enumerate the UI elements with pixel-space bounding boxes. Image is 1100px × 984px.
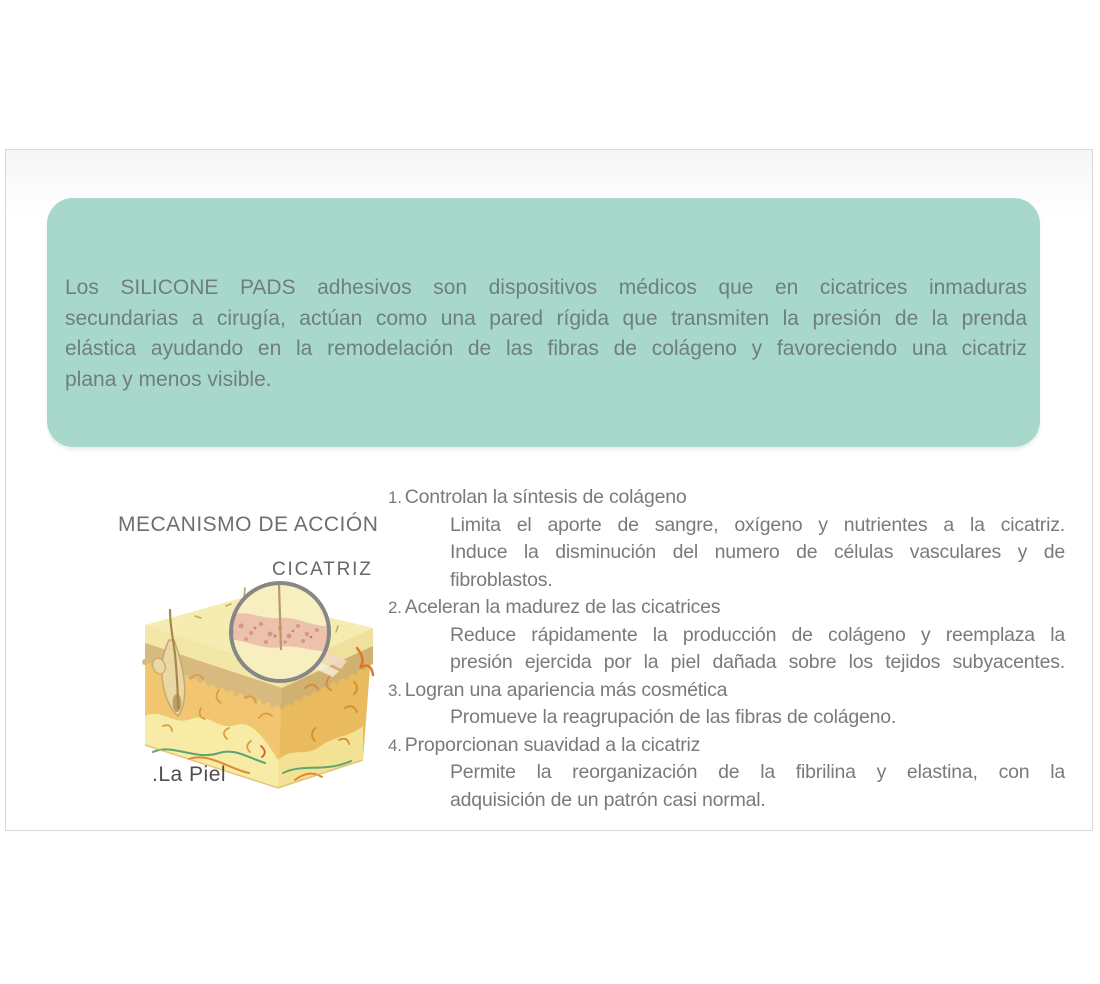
item-detail-line: presión ejercida por la piel dañada sobre los tejidos subyacentes.	[450, 651, 1065, 673]
intro-line: elástica ayudando en la remodelación de las fibras de colágeno y favoreciendo una cicatriz	[65, 337, 1027, 360]
item-detail-line: Reduce rápidamente la producción de colágeno y reemplaza la	[450, 623, 1065, 646]
item-detail-line: Permite la reorganización de la fibrilina y elastina, con la	[450, 761, 1065, 783]
section-title: MECANISMO DE ACCIÓN	[118, 513, 379, 536]
item-heading-text: Proporcionan suavidad a la cicatriz	[404, 733, 701, 756]
item-number: 1.	[388, 488, 402, 507]
item-detail-line: Induce la disminución del numero de células vasculares y de	[450, 541, 1065, 563]
item-detail	[388, 704, 1065, 732]
item-number: 3.	[388, 680, 402, 700]
item-heading	[388, 677, 1065, 705]
item-heading-text: Controlan la síntesis de colágeno	[404, 486, 687, 508]
item-heading	[388, 732, 1065, 760]
item-heading	[388, 594, 1065, 622]
item-heading	[388, 484, 1065, 512]
list-item	[388, 732, 1065, 815]
intro-line: secundarias a cirugía, actúan como una pared rígida que transmiten la presión de la prenda	[65, 306, 1027, 330]
intro-line: plana y menos visible.	[65, 367, 272, 391]
item-detail-line: fibroblastos.	[450, 568, 553, 591]
cicatriz-label: CICATRIZ	[272, 559, 373, 580]
item-detail	[388, 759, 1065, 814]
magnifier-circle	[227, 583, 333, 681]
list-item	[388, 677, 1065, 732]
mechanism-list	[388, 484, 1065, 814]
item-detail	[388, 622, 1065, 677]
intro-paragraph	[65, 273, 1027, 395]
item-detail-line: adquisición de un patrón casi normal.	[450, 788, 766, 811]
illustration-caption: .La Piel	[152, 763, 227, 786]
list-item	[388, 594, 1065, 677]
list-item	[388, 484, 1065, 594]
item-number: 4.	[388, 735, 402, 755]
item-heading-text: Logran una apariencia más cosmética	[404, 678, 728, 701]
item-number: 2.	[388, 598, 402, 617]
item-heading-text: Aceleran la madurez de las cicatrices	[404, 596, 721, 618]
item-detail-line: Limita el aporte de sangre, oxígeno y nutrientes a la cicatriz.	[450, 513, 1065, 536]
intro-line: Los SILICONE PADS adhesivos son dispositivos médicos que en cicatrices inmaduras	[65, 276, 1027, 299]
item-detail-line: Promueve la reagrupación de las fibras de colágeno.	[450, 706, 897, 728]
item-detail	[388, 512, 1065, 595]
